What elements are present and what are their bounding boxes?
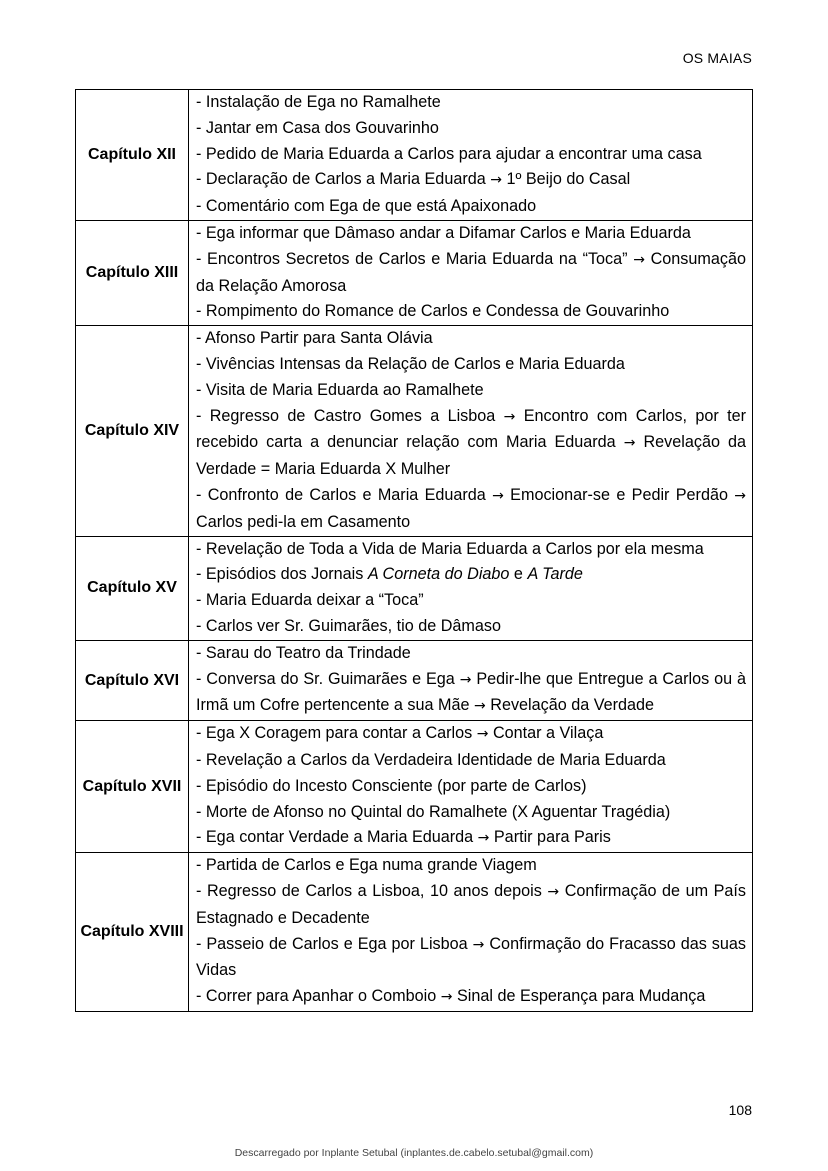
table-body bbox=[76, 90, 753, 1012]
chapter-events bbox=[189, 640, 753, 720]
event-item: - Instalação de Ega no Ramalhete bbox=[196, 93, 441, 111]
arrow-icon: → bbox=[490, 172, 502, 189]
event-item: - Rompimento do Romance de Carlos e Condessa de Gouvarinho bbox=[196, 302, 670, 321]
arrow-icon: → bbox=[474, 698, 486, 715]
chapter-row bbox=[76, 853, 753, 1012]
chapter-events bbox=[189, 853, 753, 1012]
running-header: OS MAIAS bbox=[682, 50, 752, 66]
event-item: - Conversa do Sr. Guimarães e Ega → Pedir-lhe que Entregue a Carlos ou à Irmã um Cofre pertencente a sua Mãe → Revelação da Verdade bbox=[196, 669, 746, 715]
event-item: - Afonso Partir para Santa Olávia bbox=[196, 329, 433, 348]
event-item: - Morte de Afonso no Quintal do Ramalhete (X Aguentar Tragédia) bbox=[196, 802, 671, 821]
download-footer: Descarregado por Inplante Setubal (inplantes.de.cabelo.setubal@gmail.com) bbox=[234, 1147, 594, 1159]
event-item: - Sarau do Teatro da Trindade bbox=[196, 643, 411, 662]
arrow-icon: → bbox=[623, 435, 636, 452]
chapter-row bbox=[76, 220, 753, 325]
newspaper-title: A Tarde bbox=[527, 565, 583, 584]
arrow-icon: → bbox=[459, 671, 472, 688]
chapter-events bbox=[189, 220, 753, 325]
chapter-label: Capítulo XII bbox=[76, 90, 189, 221]
event-item: - Regresso de Castro Gomes a Lisboa → Encontro com Carlos, por ter recebido carta a denunciar relação com Maria Eduarda → Revelação da Verdade = Maria Eduarda X Mulher bbox=[196, 406, 746, 479]
event-item: - Visita de Maria Eduarda ao Ramalhete bbox=[196, 380, 484, 399]
chapter-label: Capítulo XIV bbox=[76, 326, 189, 536]
chapter-row bbox=[76, 721, 753, 853]
chapter-events bbox=[189, 90, 753, 221]
chapter-events bbox=[189, 721, 753, 853]
arrow-icon: → bbox=[476, 726, 489, 743]
event-item: - Encontros Secretos de Carlos e Maria Eduarda na “Toca” → Consumação da Relação Amorosa bbox=[196, 249, 746, 295]
event-item: - Passeio de Carlos e Ega por Lisboa → Confirmação do Fracasso das suas Vidas bbox=[196, 934, 746, 980]
chapter-row bbox=[76, 326, 753, 536]
event-item: - Ega X Coragem para contar a Carlos → Contar a Vilaça bbox=[196, 724, 604, 743]
chapter-label: Capítulo XVIII bbox=[76, 853, 189, 1012]
chapter-summary-table bbox=[75, 89, 753, 1012]
event-item: - Carlos ver Sr. Guimarães, tio de Dâmaso bbox=[196, 616, 501, 635]
event-item: - Episódios dos Jornais A Corneta do Diabo e A Tarde bbox=[196, 565, 583, 584]
chapter-row bbox=[76, 536, 753, 640]
arrow-icon: → bbox=[503, 408, 516, 425]
arrow-icon: → bbox=[477, 830, 490, 847]
chapter-label: Capítulo XVI bbox=[76, 640, 189, 720]
chapter-events bbox=[189, 326, 753, 536]
event-item: - Ega contar Verdade a Maria Eduarda → Partir para Paris bbox=[196, 828, 611, 847]
event-item: - Regresso de Carlos a Lisboa, 10 anos depois → Confirmação de um País Estagnado e Decadente bbox=[196, 881, 747, 927]
event-item: - Episódio do Incesto Consciente (por parte de Carlos) bbox=[196, 776, 587, 795]
arrow-icon: → bbox=[633, 251, 645, 268]
event-item: - Revelação de Toda a Vida de Maria Eduarda a Carlos por ela mesma bbox=[196, 539, 704, 558]
event-item: - Partida de Carlos e Ega numa grande Viagem bbox=[196, 856, 537, 875]
arrow-icon: → bbox=[547, 883, 560, 900]
chapter-events bbox=[189, 536, 753, 640]
chapter-label: Capítulo XVII bbox=[76, 721, 189, 853]
arrow-icon: → bbox=[472, 936, 485, 953]
event-item: - Pedido de Maria Eduarda a Carlos para ajudar a encontrar uma casa bbox=[196, 144, 702, 163]
event-item: - Declaração de Carlos a Maria Eduarda → 1º Beijo do Casal bbox=[196, 170, 631, 189]
chapter-label: Capítulo XV bbox=[76, 536, 189, 640]
event-item: - Confronto de Carlos e Maria Eduarda → Emocionar-se e Pedir Perdão → Carlos pedi-la em Casamento bbox=[196, 485, 746, 531]
arrow-icon: → bbox=[492, 487, 504, 504]
arrow-icon: → bbox=[440, 989, 453, 1006]
chapter-row bbox=[76, 640, 753, 720]
chapter-row bbox=[76, 90, 753, 221]
chapter-label: Capítulo XIII bbox=[76, 220, 189, 325]
page-number: 108 bbox=[728, 1102, 752, 1118]
event-item: - Ega informar que Dâmaso andar a Difamar Carlos e Maria Eduarda bbox=[196, 223, 691, 242]
event-item: - Correr para Apanhar o Comboio → Sinal de Esperança para Mudança bbox=[196, 987, 706, 1006]
event-item: - Comentário com Ega de que está Apaixonado bbox=[196, 197, 537, 216]
event-item: - Vivências Intensas da Relação de Carlos e Maria Eduarda bbox=[196, 354, 625, 373]
event-item: - Maria Eduarda deixar a “Toca” bbox=[196, 591, 424, 610]
arrow-icon: → bbox=[734, 487, 746, 504]
event-item: - Jantar em Casa dos Gouvarinho bbox=[196, 118, 439, 137]
newspaper-title: A Corneta do Diabo bbox=[367, 565, 510, 584]
event-item: - Revelação a Carlos da Verdadeira Identidade de Maria Eduarda bbox=[196, 750, 666, 769]
